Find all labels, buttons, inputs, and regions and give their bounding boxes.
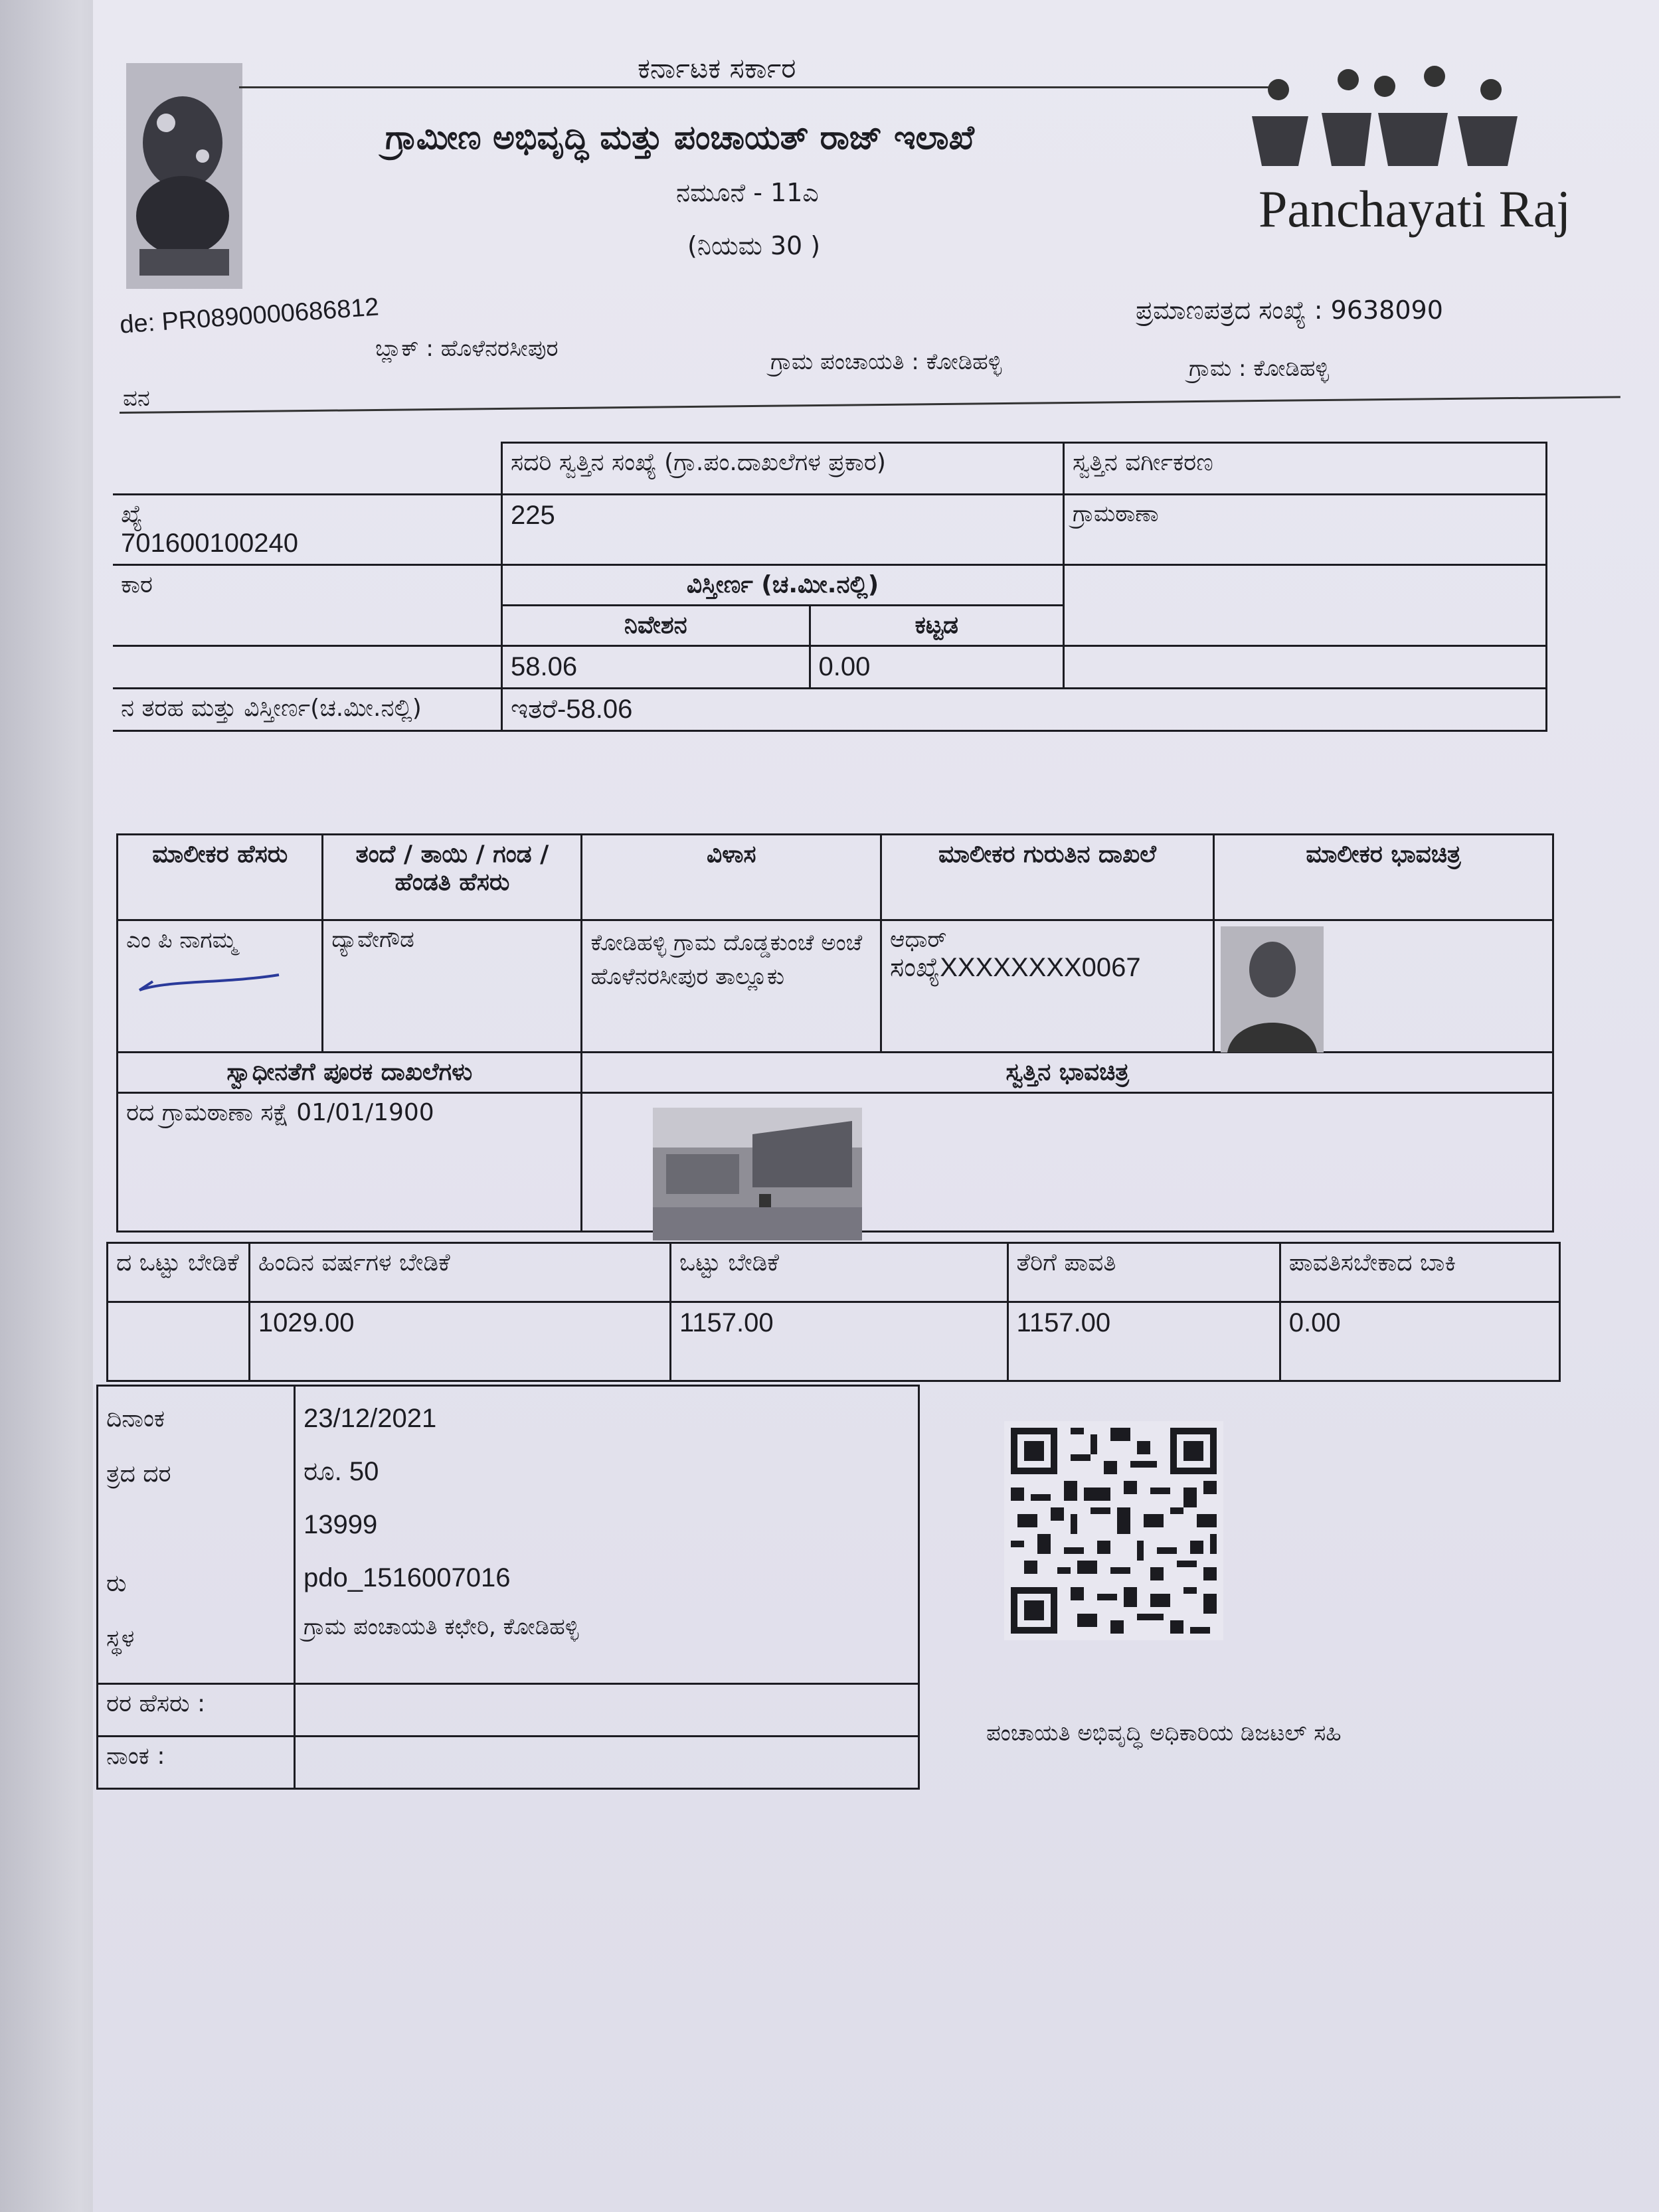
h-total-demand: ಒಟ್ಟು ಬೇಡಿಕೆ	[671, 1243, 1008, 1302]
dept-title: ಗ್ರಾಮೀಣ ಅಭಿವೃದ್ಧಿ ಮತ್ತು ಪಂಚಾಯತ್ ರಾಜ್ ಇಲಾಖೆ	[385, 118, 974, 157]
left-property-id: 701600100240	[121, 528, 298, 558]
tax-table	[106, 1242, 1561, 1382]
label-place: ಸ್ಥಳ	[106, 1625, 135, 1653]
area-label: ವಿಸ್ತೀರ್ಣ (ಚ.ಮೀ.ನಲ್ಲಿ)	[502, 564, 1064, 605]
docs-value: ರದ ಗ್ರಾಮಠಾಣಾ ಸಕ್ಷೆ 01/01/1900	[118, 1093, 582, 1232]
property-photo	[653, 1108, 862, 1240]
parent-name: ದ್ಯಾವೇಗೌಡ	[323, 920, 582, 1053]
user-id: pdo_1516007016	[304, 1563, 511, 1592]
header-rule	[239, 86, 1288, 88]
docs-label: ಸ್ವಾಧೀನತೆಗೆ ಪೂರಕ ದಾಖಲೆಗಳು	[118, 1053, 582, 1093]
state-emblem-icon	[126, 63, 242, 289]
issue-date: 23/12/2021	[304, 1404, 437, 1433]
classification-value: ಗ್ರಾಮಠಾಣಾ	[1064, 494, 1547, 564]
tax-paid: 1157.00	[1007, 1302, 1280, 1381]
id-type: ಆಧಾರ್	[890, 926, 947, 953]
building-area: 0.00	[810, 645, 1063, 688]
previous-demand: 1029.00	[249, 1302, 670, 1381]
signature-icon	[126, 967, 286, 1000]
label-date: ದಿನಾಂಕ	[106, 1405, 165, 1432]
col-classification: ಸ್ವತ್ತಿನ ವರ್ಗೀಕರಣ	[1064, 443, 1547, 495]
property-photo-label: ಸ್ವತ್ತಿನ ಭಾವಚಿತ್ರ	[582, 1053, 1553, 1093]
certificate-fee: ರೂ. 50	[304, 1457, 379, 1486]
side-fragment: ವನ	[123, 385, 150, 412]
issue-table	[96, 1385, 920, 1790]
site-area: 58.06	[502, 645, 810, 688]
issue-place: ಗ್ರಾಮ ಪಂಚಾಯತಿ ಕಛೇರಿ, ಕೋಡಿಹಳ್ಳಿ	[304, 1614, 579, 1640]
panchayati-raj-logo-icon	[1249, 60, 1521, 173]
property-table	[113, 442, 1547, 732]
left-fragment-2: ಕಾರ	[113, 564, 502, 645]
col-property-number: ಸದರಿ ಸ್ವತ್ತಿನ ಸಂಖ್ಯೆ (ಗ್ರಾ.ಪಂ.ದಾಖಲೆಗಳ ಪ್ರಕಾರ)	[502, 443, 1064, 495]
id-number: ಸಂಖ್ಯೆXXXXXXXX0067	[890, 953, 1141, 982]
govt-title: ಕರ್ನಾಟಕ ಸರ್ಕಾರ	[638, 52, 796, 84]
left-fragment: ಖ್ಯೆ	[121, 500, 143, 528]
h-owner-photo: ಮಾಲೀಕರ ಭಾವಚಿತ್ರ	[1213, 835, 1553, 920]
form-number: ನಮೂನೆ - 11ಎ	[676, 178, 819, 207]
gram-panchayat-label: ಗ್ರಾಮ ಪಂಚಾಯತಿ : ಕೋಡಿಹಳ್ಳಿ	[770, 349, 1002, 375]
site-label: ನಿವೇಶನ	[502, 605, 810, 645]
h-owner-id: ಮಾಲೀಕರ ಗುರುತಿನ ದಾಖಲೆ	[881, 835, 1214, 920]
label-signatory: ರರ ಹೆಸರು :	[98, 1684, 295, 1737]
owner-photo	[1221, 926, 1324, 1053]
rule-number: (ನಿಯಮ 30 )	[687, 231, 821, 260]
balance-due: 0.00	[1280, 1302, 1559, 1381]
qr-code	[1004, 1421, 1223, 1640]
block-label: ಬ್ಲಾಕ್ : ಹೊಳೆನರಸೀಪುರ	[375, 335, 559, 362]
certificate-number: ಪ್ರಮಾಣಪತ್ರದ ಸಂಖ್ಯೆ : 9638090	[1136, 296, 1443, 325]
label-sign-date: ನಾಂಕ :	[98, 1737, 295, 1789]
h-tax-paid: ತೆರಿಗೆ ಪಾವತಿ	[1007, 1243, 1280, 1302]
left-cell	[113, 443, 502, 495]
owner-name: ಎಂ ಪಿ ನಾಗಮ್ಮ	[126, 927, 237, 954]
h-address: ವಿಳಾಸ	[582, 835, 881, 920]
property-number: 225	[502, 494, 1064, 564]
address-value: ಕೋಡಿಹಳ್ಳಿ ಗ್ರಾಮ ದೊಡ್ಡಕುಂಚೆ ಅಂಚೆ ಹೊಳೆನರಸೀಪುರ ತಾಲ್ಲೂಕು	[582, 920, 881, 1053]
type-area-label: ನ ತರಹ ಮತ್ತು ವಿಸ್ತೀರ್ಣ(ಚ.ಮೀ.ನಲ್ಲಿ)	[113, 688, 502, 730]
h-owner-name: ಮಾಲೀಕರ ಹೆಸರು	[118, 835, 323, 920]
logo-text: Panchayati Raj	[1259, 180, 1571, 238]
h-parent-name: ತಂದೆ / ತಾಯಿ / ಗಂಡ / ಹೆಂಡತಿ ಹೆಸರು	[323, 835, 582, 920]
total-demand: 1157.00	[671, 1302, 1008, 1381]
h-total-demand-fragment: ದ ಒಟ್ಟು ಬೇಡಿಕೆ	[108, 1243, 250, 1302]
building-label: ಕಟ್ಟಡ	[810, 605, 1063, 645]
digital-signature-note: ಪಂಚಾಯತಿ ಅಭಿವೃದ್ಧಿ ಅಧಿಕಾರಿಯ ಡಿಜಟಲ್ ಸಹಿ	[986, 1720, 1342, 1746]
type-area-value: ಇತರೆ-58.06	[502, 688, 1547, 730]
label-name: ರು	[106, 1570, 127, 1598]
h-previous-demand: ಹಿಂದಿನ ವರ್ಷಗಳ ಬೇಡಿಕೆ	[249, 1243, 670, 1302]
village-label: ಗ್ರಾಮ : ಕೋಡಿಹಳ್ಳಿ	[1189, 355, 1330, 382]
receipt-number: 13999	[304, 1510, 378, 1539]
label-fee: ತ್ರದ ದರ	[106, 1460, 171, 1488]
h-balance: ಪಾವತಿಸಬೇಕಾದ ಬಾಕಿ	[1280, 1243, 1559, 1302]
code-number: de: PR0890000686812	[118, 293, 380, 339]
